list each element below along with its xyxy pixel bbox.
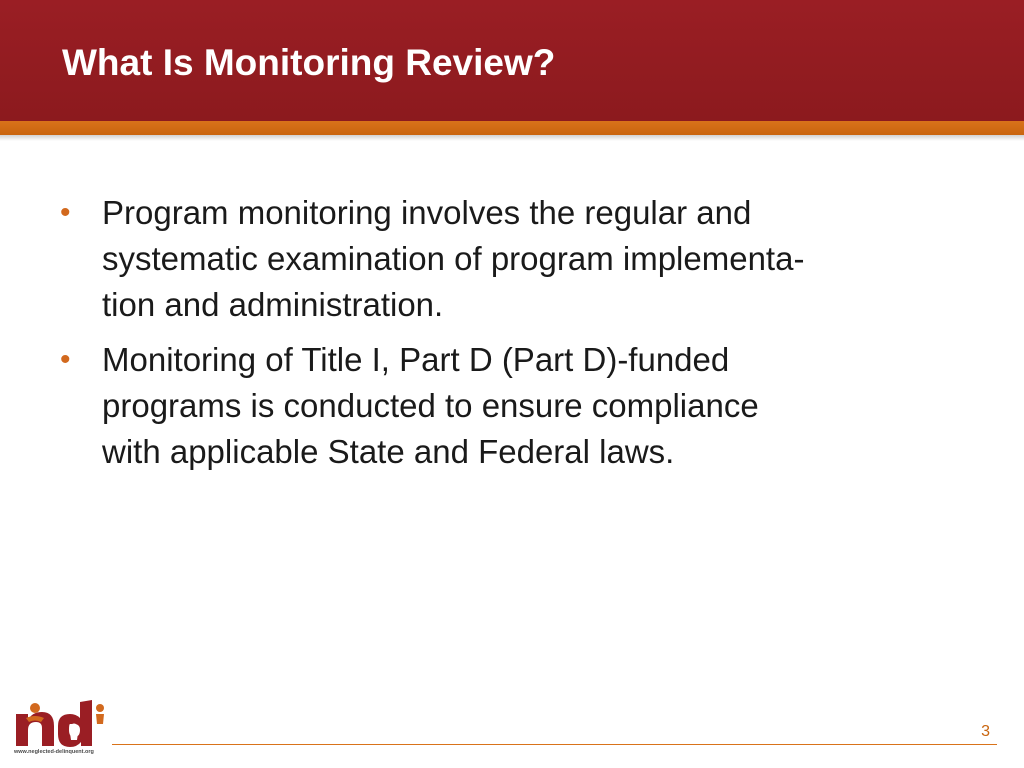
footer-divider [112,744,997,745]
bullet-icon: • [60,196,71,229]
accent-shadow [0,135,1024,141]
bullet-item [60,190,980,328]
slide-title: What Is Monitoring Review? [62,42,556,83]
page-number: 3 [981,723,990,740]
bullet-icon: • [60,343,71,376]
bullet-line: Program monitoring involves the regular and [102,194,752,231]
bullet-line: systematic examination of program implementa- [102,240,805,277]
logo-url: www.neglected-delinquent.org [14,749,94,755]
bullet-list [60,190,980,484]
bullet-line: with applicable State and Federal laws. [102,433,675,470]
bullet-line: Monitoring of Title I, Part D (Part D)-funded [102,341,730,378]
bullet-line: programs is conducted to ensure compliance [102,387,759,424]
bullet-line: tion and administration. [102,286,444,323]
title-bar [0,0,1024,121]
bullet-item [60,337,980,475]
accent-bar [0,121,1024,135]
